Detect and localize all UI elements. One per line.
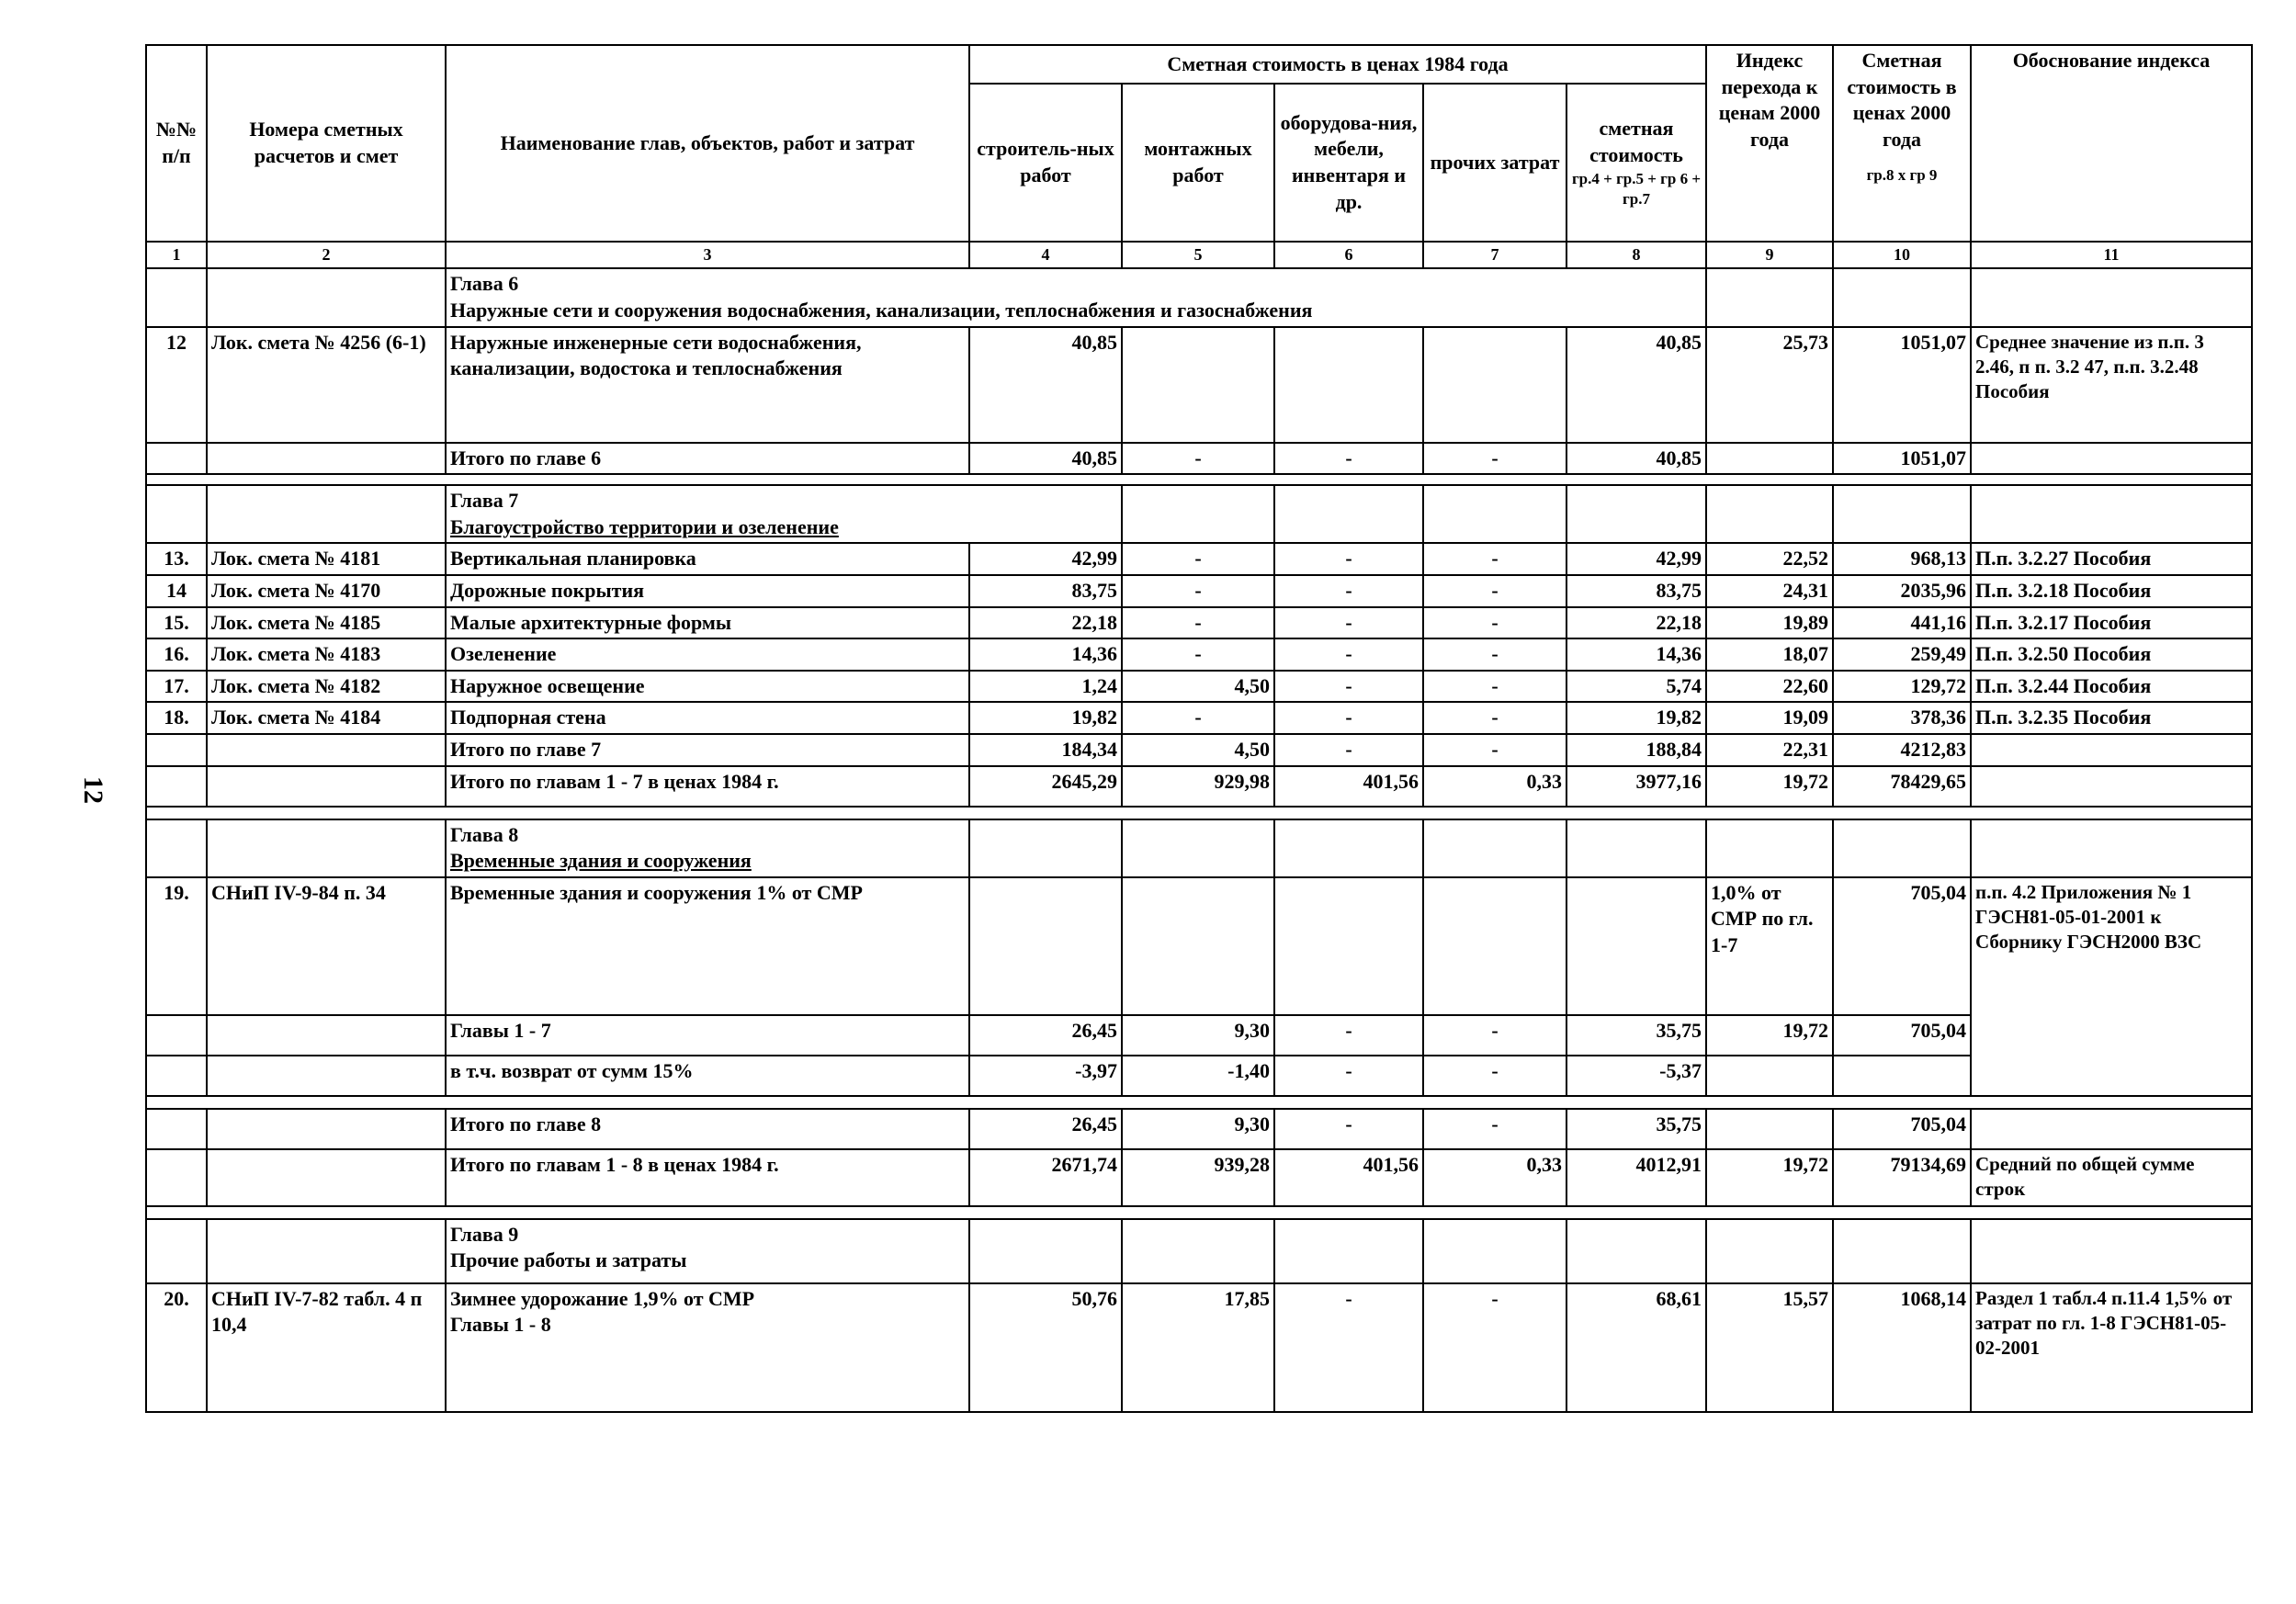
row-number: 14 bbox=[146, 575, 207, 607]
row-total-cost: 83,75 bbox=[1566, 575, 1706, 607]
row-other: - bbox=[1423, 607, 1566, 639]
row-number: 13. bbox=[146, 543, 207, 575]
total-other: - bbox=[1423, 443, 1566, 475]
row-other: - bbox=[1423, 1283, 1566, 1412]
table-row bbox=[146, 1283, 2252, 1412]
row-index: 19,09 bbox=[1706, 702, 1833, 734]
row-construction: 1,24 bbox=[969, 671, 1122, 703]
row-estimate: Лок. смета № 4256 (6-1) bbox=[207, 327, 446, 443]
table-row bbox=[146, 671, 2252, 703]
row-other bbox=[1423, 327, 1566, 443]
row-equipment: - bbox=[1274, 1056, 1423, 1096]
row-construction: 19,82 bbox=[969, 702, 1122, 734]
total-construction: 184,34 bbox=[969, 734, 1122, 766]
total-index bbox=[1706, 1109, 1833, 1149]
row-construction: 42,99 bbox=[969, 543, 1122, 575]
row-justification: П.п. 3.2.50 Пособия bbox=[1971, 638, 2252, 671]
column-number: 7 bbox=[1423, 242, 1566, 268]
row-construction: -3,97 bbox=[969, 1056, 1122, 1096]
total-justification: Средний по общей сумме строк bbox=[1971, 1149, 2252, 1206]
total-installation: 939,28 bbox=[1122, 1149, 1274, 1206]
total-index: 22,31 bbox=[1706, 734, 1833, 766]
total-installation: 4,50 bbox=[1122, 734, 1274, 766]
total-installation: - bbox=[1122, 443, 1274, 475]
table-row bbox=[146, 1056, 2252, 1096]
row-estimate: Лок. смета № 4183 bbox=[207, 638, 446, 671]
chapter-7-title: Глава 7 bbox=[450, 489, 519, 513]
header-total-cost-formula: гр.4 + гр.5 + гр 6 + гр.7 bbox=[1571, 169, 1702, 208]
total-construction: 2671,74 bbox=[969, 1149, 1122, 1206]
row-justification: П.п. 3.2.35 Пособия bbox=[1971, 702, 2252, 734]
row-justification: П.п. 3.2.44 Пособия bbox=[1971, 671, 2252, 703]
row-estimate: Лок. смета № 4184 bbox=[207, 702, 446, 734]
column-number: 2 bbox=[207, 242, 446, 268]
row-other: - bbox=[1423, 543, 1566, 575]
column-number: 9 bbox=[1706, 242, 1833, 268]
header-index: Индекс перехода к ценам 2000 года bbox=[1706, 45, 1833, 242]
row-estimate: Лок. смета № 4182 bbox=[207, 671, 446, 703]
page-number: 12 bbox=[78, 776, 108, 804]
row-cost-2000: 2035,96 bbox=[1833, 575, 1971, 607]
chapter-9-heading-row bbox=[146, 1219, 2252, 1283]
header-justification: Обоснование индекса bbox=[1971, 45, 2252, 242]
row-construction: 26,45 bbox=[969, 1015, 1122, 1056]
chapter-8-total-row bbox=[146, 1109, 2252, 1149]
table-row bbox=[146, 638, 2252, 671]
chapter-8-heading-row bbox=[146, 819, 2252, 877]
header-cost-2000 bbox=[1833, 45, 1971, 242]
row-total-cost: 68,61 bbox=[1566, 1283, 1706, 1412]
row-name: Временные здания и сооружения 1% от СМР bbox=[446, 877, 969, 1015]
header-num: №№ п/п bbox=[146, 45, 207, 242]
separator bbox=[146, 1096, 2252, 1109]
row-cost-2000: 129,72 bbox=[1833, 671, 1971, 703]
chapter-6-total-row bbox=[146, 443, 2252, 475]
total-cost-2000: 705,04 bbox=[1833, 1109, 1971, 1149]
row-other: - bbox=[1423, 638, 1566, 671]
row-construction: 40,85 bbox=[969, 327, 1122, 443]
column-number: 6 bbox=[1274, 242, 1423, 268]
row-total-cost: 35,75 bbox=[1566, 1015, 1706, 1056]
row-construction: 14,36 bbox=[969, 638, 1122, 671]
total-installation: 9,30 bbox=[1122, 1109, 1274, 1149]
row-number: 16. bbox=[146, 638, 207, 671]
row-justification: Раздел 1 табл.4 п.11.4 1,5% от затрат по гл. 1-8 ГЭСН81-05-02-2001 bbox=[1971, 1283, 2252, 1412]
total-name: Итого по главам 1 - 7 в ценах 1984 г. bbox=[446, 766, 969, 807]
total-other: 0,33 bbox=[1423, 766, 1566, 807]
row-construction: 83,75 bbox=[969, 575, 1122, 607]
total-cost-2000: 1051,07 bbox=[1833, 443, 1971, 475]
header-equipment: оборудова-ния, мебели, инвентаря и др. bbox=[1274, 84, 1423, 242]
total-other: - bbox=[1423, 734, 1566, 766]
row-justification: Среднее значение из п.п. 3 2.46, п п. 3.2 47, п.п. 3.2.48 Пособия bbox=[1971, 327, 2252, 443]
row-name: Подпорная стена bbox=[446, 702, 969, 734]
column-number: 5 bbox=[1122, 242, 1274, 268]
total-equipment: - bbox=[1274, 443, 1423, 475]
table-row bbox=[146, 543, 2252, 575]
row-total-cost: 14,36 bbox=[1566, 638, 1706, 671]
chapter-9-subtitle: Прочие работы и затраты bbox=[450, 1248, 687, 1272]
total-name: Итого по главе 7 bbox=[446, 734, 969, 766]
row-equipment: - bbox=[1274, 575, 1423, 607]
row-index: 19,89 bbox=[1706, 607, 1833, 639]
row-estimate: СНиП IV-9-84 п. 34 bbox=[207, 877, 446, 1015]
total-equipment: 401,56 bbox=[1274, 766, 1423, 807]
row-number: 12 bbox=[146, 327, 207, 443]
header-other: прочих затрат bbox=[1423, 84, 1566, 242]
column-number: 11 bbox=[1971, 242, 2252, 268]
row-number: 19. bbox=[146, 877, 207, 1015]
row-installation: 9,30 bbox=[1122, 1015, 1274, 1056]
total-index: 19,72 bbox=[1706, 766, 1833, 807]
row-index: 25,73 bbox=[1706, 327, 1833, 443]
table-row bbox=[146, 877, 2252, 1015]
separator bbox=[146, 1206, 2252, 1219]
row-installation: - bbox=[1122, 702, 1274, 734]
row-estimate: Лок. смета № 4170 bbox=[207, 575, 446, 607]
row-name: Наружные инженерные сети водоснабжения, канализации, водостока и теплоснабжения bbox=[446, 327, 969, 443]
row-cost-2000: 259,49 bbox=[1833, 638, 1971, 671]
column-number: 4 bbox=[969, 242, 1122, 268]
row-cost-2000: 705,04 bbox=[1833, 877, 1971, 1015]
chapter-7-total-row bbox=[146, 734, 2252, 766]
estimate-table bbox=[145, 44, 2253, 1413]
row-equipment: - bbox=[1274, 1015, 1423, 1056]
total-cost-2000: 79134,69 bbox=[1833, 1149, 1971, 1206]
row-installation: 4,50 bbox=[1122, 671, 1274, 703]
row-construction: 22,18 bbox=[969, 607, 1122, 639]
row-other: - bbox=[1423, 702, 1566, 734]
total-cost-2000: 78429,65 bbox=[1833, 766, 1971, 807]
header-total-cost-label: сметная стоимость bbox=[1589, 117, 1683, 166]
column-number: 3 bbox=[446, 242, 969, 268]
row-index: 15,57 bbox=[1706, 1283, 1833, 1412]
row-name: Дорожные покрытия bbox=[446, 575, 969, 607]
row-total-cost: 42,99 bbox=[1566, 543, 1706, 575]
row-index: 18,07 bbox=[1706, 638, 1833, 671]
column-number: 1 bbox=[146, 242, 207, 268]
total-construction: 40,85 bbox=[969, 443, 1122, 475]
row-index: 22,60 bbox=[1706, 671, 1833, 703]
row-estimate: СНиП IV-7-82 табл. 4 п 10,4 bbox=[207, 1283, 446, 1412]
row-equipment: - bbox=[1274, 607, 1423, 639]
row-cost-2000: 441,16 bbox=[1833, 607, 1971, 639]
row-index: 24,31 bbox=[1706, 575, 1833, 607]
total-other: - bbox=[1423, 1109, 1566, 1149]
chapter-8-subtitle: Временные здания и сооружения bbox=[450, 849, 752, 873]
separator bbox=[146, 474, 2252, 485]
row-name: в т.ч. возврат от сумм 15% bbox=[446, 1056, 969, 1096]
chapter-7-subtitle: Благоустройство территории и озеленение bbox=[450, 514, 839, 538]
row-name-secondary: Главы 1 - 8 bbox=[450, 1313, 551, 1337]
row-installation: - bbox=[1122, 575, 1274, 607]
header-total-cost bbox=[1566, 84, 1706, 242]
row-total-cost: -5,37 bbox=[1566, 1056, 1706, 1096]
table-row bbox=[146, 1015, 2252, 1056]
chapter-8-title: Глава 8 bbox=[450, 822, 519, 846]
row-justification: п.п. 4.2 Приложения № 1 ГЭСН81-05-01-2001 к Сборнику ГЭСН2000 ВЗС bbox=[1971, 877, 2252, 1096]
separator bbox=[146, 807, 2252, 819]
row-total-cost: 5,74 bbox=[1566, 671, 1706, 703]
row-cost-2000: 968,13 bbox=[1833, 543, 1971, 575]
header-cost-2000-formula: гр.8 х гр 9 bbox=[1866, 166, 1938, 185]
row-equipment: - bbox=[1274, 638, 1423, 671]
total-index bbox=[1706, 443, 1833, 475]
total-cost: 40,85 bbox=[1566, 443, 1706, 475]
chapters-1-8-total-row bbox=[146, 1149, 2252, 1206]
row-installation: - bbox=[1122, 543, 1274, 575]
row-index: 1,0% от СМР по гл. 1-7 bbox=[1706, 877, 1833, 1015]
header-name: Наименование глав, объектов, работ и затрат bbox=[446, 45, 969, 242]
column-number: 8 bbox=[1566, 242, 1706, 268]
header-construction: строитель-ных работ bbox=[969, 84, 1122, 242]
row-justification: П.п. 3.2.27 Пособия bbox=[1971, 543, 2252, 575]
chapter-7-heading-row bbox=[146, 485, 2252, 543]
row-name: Наружное освещение bbox=[446, 671, 969, 703]
row-estimate: Лок. смета № 4185 bbox=[207, 607, 446, 639]
row-name: Озеленение bbox=[446, 638, 969, 671]
row-construction: 50,76 bbox=[969, 1283, 1122, 1412]
total-construction: 2645,29 bbox=[969, 766, 1122, 807]
row-total-cost: 22,18 bbox=[1566, 607, 1706, 639]
row-number: 15. bbox=[146, 607, 207, 639]
table-row bbox=[146, 702, 2252, 734]
total-other: 0,33 bbox=[1423, 1149, 1566, 1206]
row-equipment: - bbox=[1274, 543, 1423, 575]
row-equipment: - bbox=[1274, 702, 1423, 734]
column-number: 10 bbox=[1833, 242, 1971, 268]
row-estimate: Лок. смета № 4181 bbox=[207, 543, 446, 575]
total-equipment: - bbox=[1274, 734, 1423, 766]
total-name: Итого по главе 8 bbox=[446, 1109, 969, 1149]
total-name: Итого по главе 6 bbox=[446, 443, 969, 475]
row-equipment: - bbox=[1274, 1283, 1423, 1412]
row-other: - bbox=[1423, 671, 1566, 703]
row-name: Вертикальная планировка bbox=[446, 543, 969, 575]
column-number-row bbox=[146, 242, 2252, 268]
table-row bbox=[146, 575, 2252, 607]
row-justification: П.п. 3.2.18 Пособия bbox=[1971, 575, 2252, 607]
chapter-6-title: Глава 6 bbox=[450, 272, 519, 296]
chapter-6-subtitle: Наружные сети и сооружения водоснабжения, канализации, теплоснабжения и газоснабжения bbox=[450, 298, 1313, 322]
row-number: 17. bbox=[146, 671, 207, 703]
total-installation: 929,98 bbox=[1122, 766, 1274, 807]
row-installation bbox=[1122, 327, 1274, 443]
chapter-9-title: Глава 9 bbox=[450, 1222, 519, 1246]
row-name: Главы 1 - 7 bbox=[446, 1015, 969, 1056]
row-equipment bbox=[1274, 327, 1423, 443]
row-cost-2000: 1051,07 bbox=[1833, 327, 1971, 443]
total-name: Итого по главам 1 - 8 в ценах 1984 г. bbox=[446, 1149, 969, 1206]
row-cost-2000: 378,36 bbox=[1833, 702, 1971, 734]
header-cost-2000-label: Сметная стоимость в ценах 2000 года bbox=[1847, 49, 1957, 151]
row-other: - bbox=[1423, 1015, 1566, 1056]
row-other: - bbox=[1423, 1056, 1566, 1096]
row-other: - bbox=[1423, 575, 1566, 607]
row-name: Малые архитектурные формы bbox=[446, 607, 969, 639]
row-total-cost: 19,82 bbox=[1566, 702, 1706, 734]
row-index: 19,72 bbox=[1706, 1015, 1833, 1056]
header-cost-1984: Сметная стоимость в ценах 1984 года bbox=[969, 45, 1706, 84]
header-estimate-numbers: Номера сметных расчетов и смет bbox=[207, 45, 446, 242]
row-installation: 17,85 bbox=[1122, 1283, 1274, 1412]
row-number: 20. bbox=[146, 1283, 207, 1412]
row-installation: - bbox=[1122, 638, 1274, 671]
header-installation: монтажных работ bbox=[1122, 84, 1274, 242]
row-cost-2000: 1068,14 bbox=[1833, 1283, 1971, 1412]
row-name-cell bbox=[446, 1283, 969, 1412]
row-cost-2000: 705,04 bbox=[1833, 1015, 1971, 1056]
table-row bbox=[146, 607, 2252, 639]
total-cost: 4012,91 bbox=[1566, 1149, 1706, 1206]
total-cost: 188,84 bbox=[1566, 734, 1706, 766]
chapter-6-heading-row bbox=[146, 268, 2252, 326]
row-total-cost: 40,85 bbox=[1566, 327, 1706, 443]
total-cost: 35,75 bbox=[1566, 1109, 1706, 1149]
header-row-1 bbox=[146, 45, 2252, 84]
row-name: Зимнее удорожание 1,9% от СМР bbox=[450, 1286, 755, 1310]
row-installation: - bbox=[1122, 607, 1274, 639]
row-number: 18. bbox=[146, 702, 207, 734]
row-equipment: - bbox=[1274, 671, 1423, 703]
total-cost-2000: 4212,83 bbox=[1833, 734, 1971, 766]
row-installation: -1,40 bbox=[1122, 1056, 1274, 1096]
row-justification: П.п. 3.2.17 Пособия bbox=[1971, 607, 2252, 639]
total-equipment: 401,56 bbox=[1274, 1149, 1423, 1206]
total-equipment: - bbox=[1274, 1109, 1423, 1149]
total-construction: 26,45 bbox=[969, 1109, 1122, 1149]
total-cost: 3977,16 bbox=[1566, 766, 1706, 807]
total-index: 19,72 bbox=[1706, 1149, 1833, 1206]
chapters-1-7-total-row bbox=[146, 766, 2252, 807]
table-row bbox=[146, 327, 2252, 443]
row-index: 22,52 bbox=[1706, 543, 1833, 575]
